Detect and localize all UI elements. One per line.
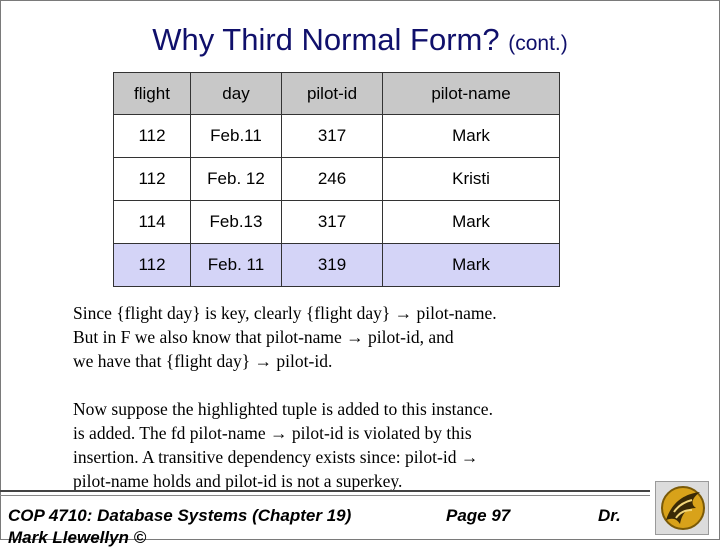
footer-author-continued: Mark Llewellyn © [8, 528, 147, 547]
table-row [114, 201, 560, 244]
flights-table [113, 72, 560, 287]
cell-day: Feb. 12 [191, 158, 282, 201]
cell-pilot-id: 317 [282, 201, 383, 244]
text-line: Since {flight day} is key, clearly {flight day} → pilot-name. [73, 303, 497, 323]
cell-flight: 114 [114, 201, 191, 244]
cell-pilot-name: Mark [383, 244, 560, 287]
header-day: day [191, 73, 282, 115]
text-line: we have that {flight day} → pilot-id. [73, 351, 333, 371]
cell-pilot-id: 317 [282, 115, 383, 158]
text-line: But in F we also know that pilot-name → pilot-id, and [73, 327, 454, 347]
slide-title [0, 22, 720, 58]
title-main: Why Third Normal Form? [152, 22, 500, 57]
footer-author: Dr. [598, 506, 621, 525]
explanation-paragraph-1 [73, 301, 497, 373]
ucf-pegasus-logo-icon [655, 481, 709, 535]
footer-divider [0, 490, 650, 492]
cell-day: Feb. 11 [191, 244, 282, 287]
cell-pilot-name: Kristi [383, 158, 560, 201]
cell-flight: 112 [114, 115, 191, 158]
header-flight: flight [114, 73, 191, 115]
footer-course: COP 4710: Database Systems (Chapter 19) [8, 506, 352, 525]
table-row [114, 115, 560, 158]
header-pilot-name: pilot-name [383, 73, 560, 115]
explanation-paragraph-2 [73, 397, 493, 493]
table-row-highlighted [114, 244, 560, 287]
cell-flight: 112 [114, 158, 191, 201]
footer-page-number: Page 97 [446, 506, 511, 525]
cell-pilot-name: Mark [383, 115, 560, 158]
table-header-row [114, 73, 560, 115]
cell-day: Feb.13 [191, 201, 282, 244]
cell-pilot-id: 319 [282, 244, 383, 287]
header-pilot-id: pilot-id [282, 73, 383, 115]
table-row [114, 158, 560, 201]
text-line: insertion. A transitive dependency exists since: pilot-id → [73, 447, 479, 467]
text-line: is added. The fd pilot-name → pilot-id is violated by this [73, 423, 472, 443]
text-line: pilot-name holds and pilot-id is not a superkey. [73, 471, 403, 491]
cell-flight: 112 [114, 244, 191, 287]
cell-day: Feb.11 [191, 115, 282, 158]
cell-pilot-name: Mark [383, 201, 560, 244]
cell-pilot-id: 246 [282, 158, 383, 201]
title-sub: (cont.) [508, 32, 568, 55]
text-line: Now suppose the highlighted tuple is added to this instance. [73, 399, 493, 419]
footer-divider-thin [0, 495, 650, 496]
